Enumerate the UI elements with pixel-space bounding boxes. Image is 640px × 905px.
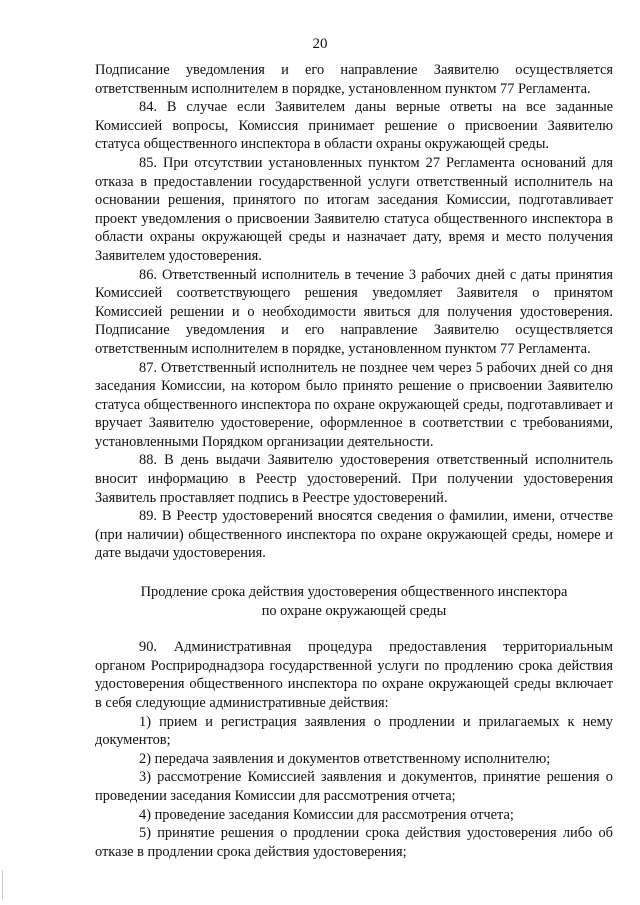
section-heading [95,583,613,620]
list-item-1: 1) прием и регистрация заявления о продлении и прилагаемых к нему документов; [95,713,613,749]
list-item-2: 2) передача заявления и документов ответственному исполнителю; [139,750,551,767]
section-heading-line-1: Продление срока действия удостоверения общественного инспектора [140,584,568,601]
page-number: 20 [312,36,328,52]
paragraph-90: 90. Административная процедура предоставления территориальным органом Росприроднадзора государственной услуги по продлению срока действия удостоверения общественного инспектора по охране окружающей среды включает в себя следующие административные действия: [95,639,613,711]
paragraph-88: 88. В день выдачи Заявителю удостоверения ответственный исполнитель вносит информацию в Реестр удостоверений. При получении удостоверения Заявитель проставляет подпись в Реестре удостоверений. [95,452,613,506]
paragraph-84: 84. В случае если Заявителем даны верные ответы на все заданные Комиссией вопросы, Комиссия принимает решение о присвоении Заявителю статуса общественного инспектора в области охраны окружающей среды. [95,99,613,153]
document-body [95,61,613,861]
section-heading-line-2: по охране окружающей среды [261,602,447,619]
list-item-5: 5) принятие решения о продлении срока действия удостоверения либо об отказе в продлении срока действия удостоверения; [95,825,613,860]
scan-edge-mark [2,870,3,900]
paragraph-85: 85. При отсутствии установленных пунктом 27 Регламента оснований для отказа в предоставлении государственной услуги ответственный исполнитель на основании решения, принятого по итогам заседания Комиссии, подготавливает проект уведомления о присвоении Заявителю статуса общественного инспектора в области охраны окружающей среды и назначает дату, время и место получения Заявителем удостоверения. [95,154,613,264]
paragraph-86: 86. Ответственный исполнитель в течение 3 рабочих дней с даты принятия Комиссией соответствующего решения уведомляет Заявителя о принятом Комиссией решении и о необходимости явиться для получения удостоверения. Подписание уведомления и его направление Заявителю осуществляется ответственным исполнителем в порядке, установленном пунктом 77 Регламента. [95,266,613,357]
list-item-4: 4) проведение заседания Комиссии для рассмотрения отчета; [139,806,514,823]
paragraph-87: 87. Ответственный исполнитель не позднее чем через 5 рабочих дней со дня заседания Комиссии, на котором было принято решение о присвоении Заявителю статуса общественного инспектора по охране окружающей среды, подготавливает и вручает Заявителю удостоверение, оформленное в соответствии с требованиями, установленными Порядком организации деятельности. [95,359,613,450]
paragraph-89: 89. В Реестр удостоверений вносятся сведения о фамилии, имени, отчестве (при наличии) общественного инспектора по охране окружающей среды, номере и дате выдачи удостоверения. [95,508,613,562]
list-item-3: 3) рассмотрение Комиссией заявления и документов, принятие решения о проведении заседания Комиссии для рассмотрения отчета; [95,769,613,804]
paragraph-continued: Подписание уведомления и его направление Заявителю осуществляется ответственным исполнителем в порядке, установленном пунктом 77 Регламента. [95,62,613,97]
